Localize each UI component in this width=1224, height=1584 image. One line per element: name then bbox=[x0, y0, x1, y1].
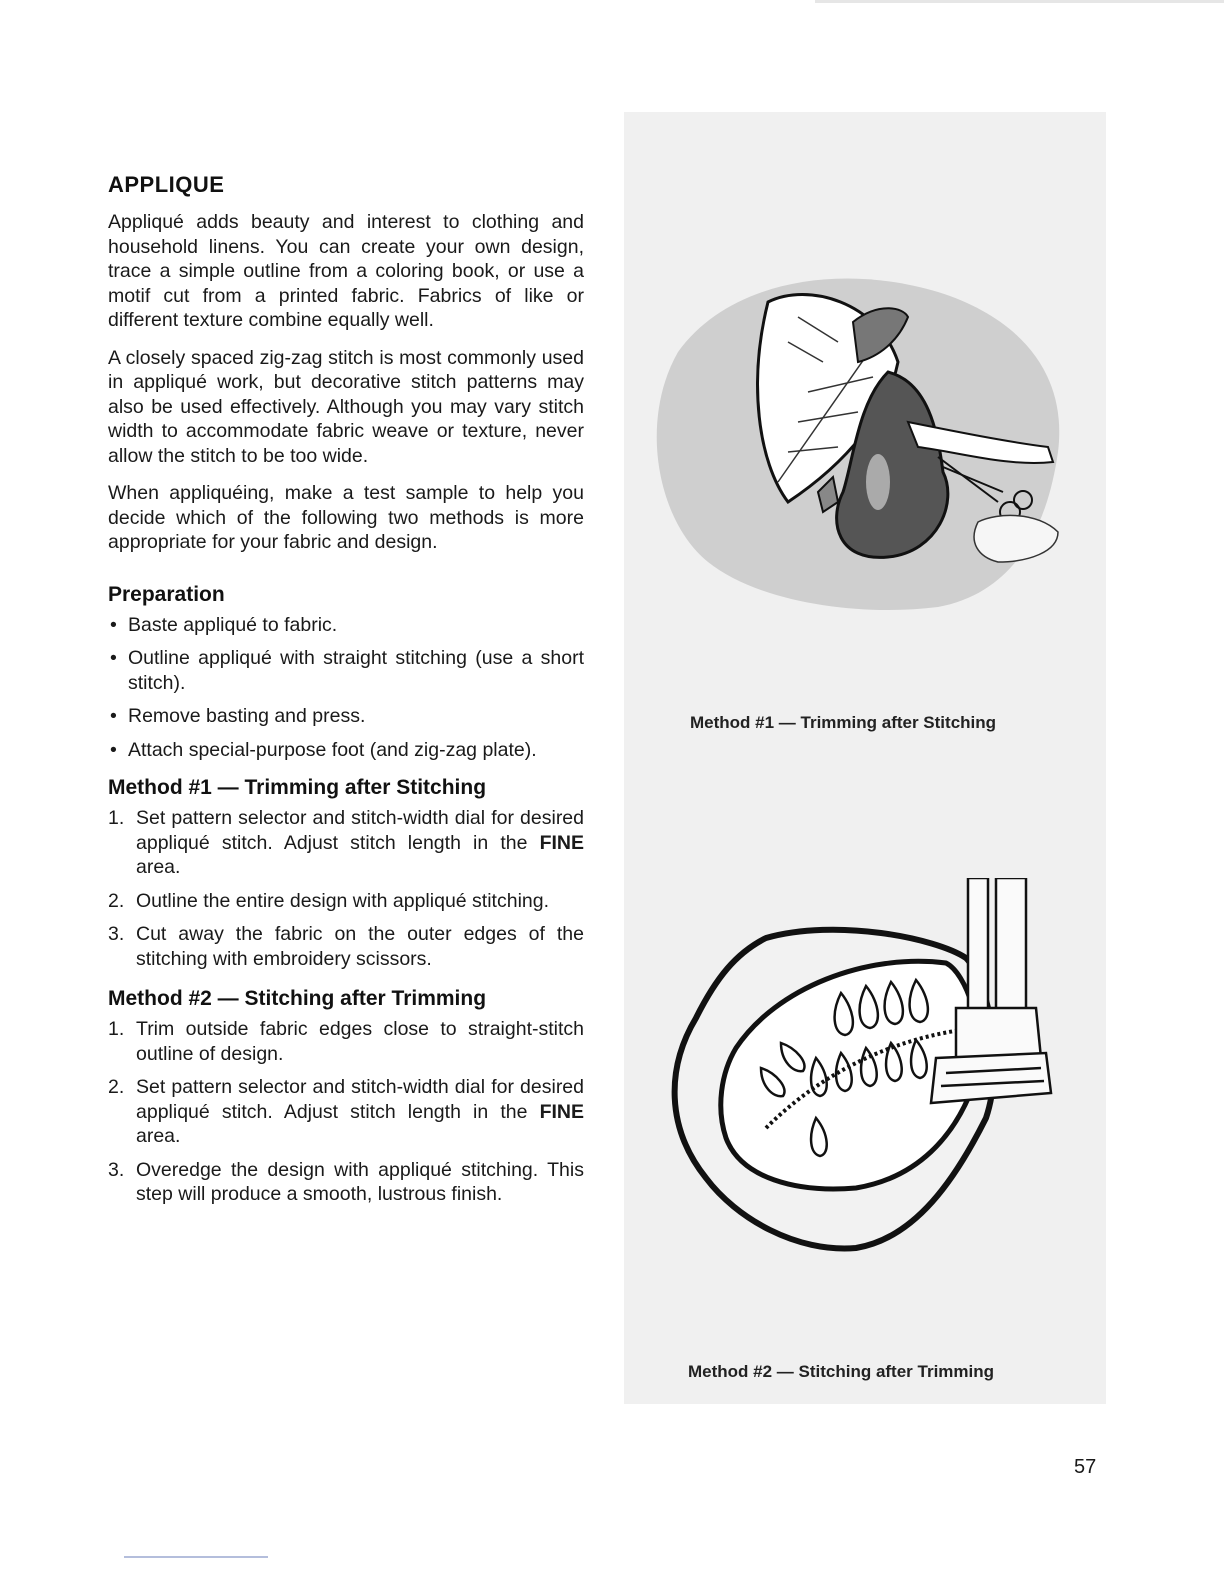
list-item: • Attach special-purpose foot (and zig-zag plate). bbox=[108, 738, 584, 763]
list-item bbox=[108, 1017, 584, 1066]
leaf-applique-stitching-illustration bbox=[656, 878, 1076, 1278]
step-number: 1. bbox=[108, 1018, 125, 1040]
list-item: • Baste appliqué to fabric. bbox=[108, 613, 584, 638]
step-emphasis: FINE bbox=[539, 831, 584, 854]
step-text: Overedge the design with appliqué stitching. This step will produce a smooth, lustrous finish. bbox=[136, 1158, 584, 1205]
step-number: 3. bbox=[108, 1158, 125, 1181]
intro-paragraph-2: A closely spaced zig-zag stitch is most commonly used in appliqué work, but decorative stitch patterns may also be used effectively. Although you may vary stitch width to accommodate fabric weave or texture, never allow the stitch to be too wide. bbox=[108, 346, 584, 467]
step-number: 3. bbox=[108, 923, 125, 945]
step-text: area. bbox=[136, 856, 181, 878]
method1-steps bbox=[108, 806, 584, 971]
list-item bbox=[108, 1158, 584, 1207]
preparation-list bbox=[108, 613, 584, 763]
pear-highlight bbox=[866, 454, 890, 510]
step-number: 2. bbox=[108, 889, 125, 912]
step-text: Cut away the fabric on the outer edges of the stitching with embroidery scissors. bbox=[136, 923, 584, 970]
step-emphasis: FINE bbox=[539, 1100, 584, 1123]
step-text: area. bbox=[136, 1125, 181, 1147]
pear-applique-illustration bbox=[638, 262, 1098, 614]
method2-heading: Method #2 — Stitching after Trimming bbox=[108, 987, 487, 1010]
method1-heading: Method #1 — Trimming after Stitching bbox=[108, 776, 487, 799]
step-number: 2. bbox=[108, 1076, 125, 1098]
page-title: APPLIQUE bbox=[108, 172, 225, 197]
step-number: 1. bbox=[108, 807, 125, 829]
hand-shape bbox=[974, 515, 1058, 562]
step-text: Trim outside fabric edges close to straight-stitch outline of design. bbox=[136, 1018, 584, 1065]
list-item bbox=[108, 806, 584, 880]
step-text: Set pattern selector and stitch-width dial for desired appliqué stitch. Adjust stitch length in the bbox=[136, 1076, 584, 1123]
page-number: 57 bbox=[1074, 1456, 1097, 1478]
figure1-caption: Method #1 — Trimming after Stitching bbox=[690, 713, 997, 732]
step-text: Outline the entire design with appliqué stitching. bbox=[136, 889, 550, 912]
text-column bbox=[108, 172, 584, 1223]
bottom-rule bbox=[124, 1556, 268, 1558]
list-item bbox=[108, 922, 584, 971]
intro-paragraph-3: When appliquéing, make a test sample to help you decide which of the following two methods is more appropriate for your fabric and design. bbox=[108, 482, 584, 553]
list-item: • Remove basting and press. bbox=[108, 704, 584, 729]
method2-steps bbox=[108, 1017, 584, 1207]
top-rule bbox=[815, 0, 1224, 3]
intro-paragraph-1: Appliqué adds beauty and interest to clothing and household linens. You can create your own design, trace a simple outline from a coloring book, or use a motif cut from a printed fabric. Fabrics of like or different texture combine equally well. bbox=[108, 211, 584, 331]
list-item bbox=[108, 889, 584, 914]
list-item bbox=[108, 1075, 584, 1149]
list-item: • Outline appliqué with straight stitching (use a short stitch). bbox=[108, 646, 584, 695]
preparation-heading: Preparation bbox=[108, 582, 225, 606]
step-text: Set pattern selector and stitch-width dial for desired appliqué stitch. Adjust stitch length in the bbox=[136, 807, 584, 854]
figure2-caption: Method #2 — Stitching after Trimming bbox=[688, 1362, 995, 1381]
